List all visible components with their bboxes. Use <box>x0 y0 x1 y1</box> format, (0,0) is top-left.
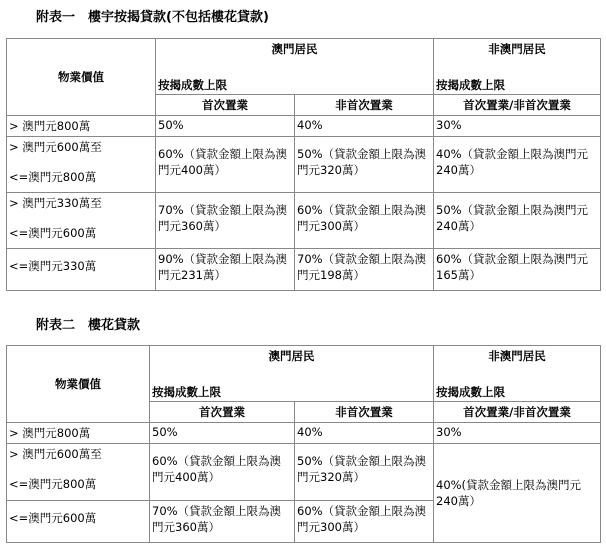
nonresident-cell: 40%（貸款金額上限為澳門元240萬） <box>434 137 601 193</box>
first-cell: 70%（貸款金額上限為澳門元360萬） <box>150 501 295 543</box>
table-row <box>7 444 601 501</box>
first-purchase-header: 首次置業 <box>150 402 295 423</box>
non-first-cell: 40% <box>295 423 434 444</box>
non-first-cell: 50%（貸款金額上限為澳門元320萬） <box>295 137 434 193</box>
value-cell <box>7 137 156 193</box>
nonresident-ratio-label: 按揭成數上限 <box>436 78 505 92</box>
table-row <box>7 116 601 137</box>
first-cell: 50% <box>150 423 295 444</box>
non-first-cell: 70%（貸款金額上限為澳門元198萬） <box>295 249 434 291</box>
nonresident-sub-header: 首次置業/非首次置業 <box>434 402 601 423</box>
resident-label: 澳門居民 <box>268 349 315 363</box>
value-line: > 澳門元600萬至 <box>9 140 102 154</box>
first-cell: 60%（貸款金額上限為澳門元400萬） <box>156 137 295 193</box>
value-line: <=澳門元800萬 <box>9 477 97 491</box>
first-cell: 60%（貸款金額上限為澳門元400萬） <box>150 444 295 501</box>
nonresident-header <box>434 39 601 95</box>
resident-header <box>156 39 434 95</box>
nonresident-ratio-label: 按揭成數上限 <box>436 385 505 399</box>
non-first-cell: 60%（貸款金額上限為澳門元300萬） <box>295 501 434 543</box>
nonresident-cell: 50%（貸款金額上限為澳門元240萬） <box>434 193 601 249</box>
value-cell: > 澳門元800萬 <box>7 116 156 137</box>
value-line: <=澳門元600萬 <box>9 226 97 240</box>
nonresident-cell: 30% <box>434 423 601 444</box>
nonresident-cell: 60%（貸款金額上限為澳門元165萬） <box>434 249 601 291</box>
nonresident-cell: 30% <box>434 116 601 137</box>
value-line: > 澳門元600萬至 <box>9 447 102 461</box>
value-line: <=澳門元800萬 <box>9 170 97 184</box>
value-cell <box>7 193 156 249</box>
non-first-cell: 60%（貸款金額上限為澳門元300萬） <box>295 193 434 249</box>
first-purchase-header: 首次置業 <box>156 95 295 116</box>
table-row <box>7 137 601 193</box>
resident-label: 澳門居民 <box>271 42 318 56</box>
nonresident-header <box>434 346 601 402</box>
table2-caption: 附表二 樓花貸款 <box>36 318 141 333</box>
table-row <box>7 193 601 249</box>
first-cell: 90%（貸款金額上限為澳門元231萬） <box>156 249 295 291</box>
table1 <box>6 38 601 291</box>
property-value-header: 物業價值 <box>7 346 150 423</box>
nonresident-label: 非澳門居民 <box>488 349 546 363</box>
table2-header-row <box>7 346 601 402</box>
table-row <box>7 423 601 444</box>
table2 <box>6 345 601 543</box>
value-cell: <=澳門元330萬 <box>7 249 156 291</box>
resident-ratio-label: 按揭成數上限 <box>158 78 227 92</box>
first-cell: 70%（貸款金額上限為澳門元360萬） <box>156 193 295 249</box>
value-line: > 澳門元330萬至 <box>9 196 102 210</box>
resident-ratio-label: 按揭成數上限 <box>152 385 221 399</box>
resident-header <box>150 346 434 402</box>
first-cell: 50% <box>156 116 295 137</box>
non-first-cell: 40% <box>295 116 434 137</box>
nonresident-label: 非澳門居民 <box>488 42 546 56</box>
value-cell: <=澳門元600萬 <box>7 501 150 543</box>
nonresident-merged-cell: 40%(貸款金額上限為澳門元240萬） <box>434 444 601 543</box>
table1-header-row <box>7 39 601 95</box>
value-cell: > 澳門元800萬 <box>7 423 150 444</box>
value-cell <box>7 444 150 501</box>
property-value-header: 物業價值 <box>7 39 156 116</box>
non-first-purchase-header: 非首次置業 <box>295 402 434 423</box>
non-first-cell: 50%（貸款金額上限為澳門元320萬） <box>295 444 434 501</box>
table1-caption: 附表一 樓宇按揭貸款(不包括樓花貸款) <box>36 10 269 25</box>
non-first-purchase-header: 非首次置業 <box>295 95 434 116</box>
table-row <box>7 249 601 291</box>
nonresident-sub-header: 首次置業/非首次置業 <box>434 95 601 116</box>
